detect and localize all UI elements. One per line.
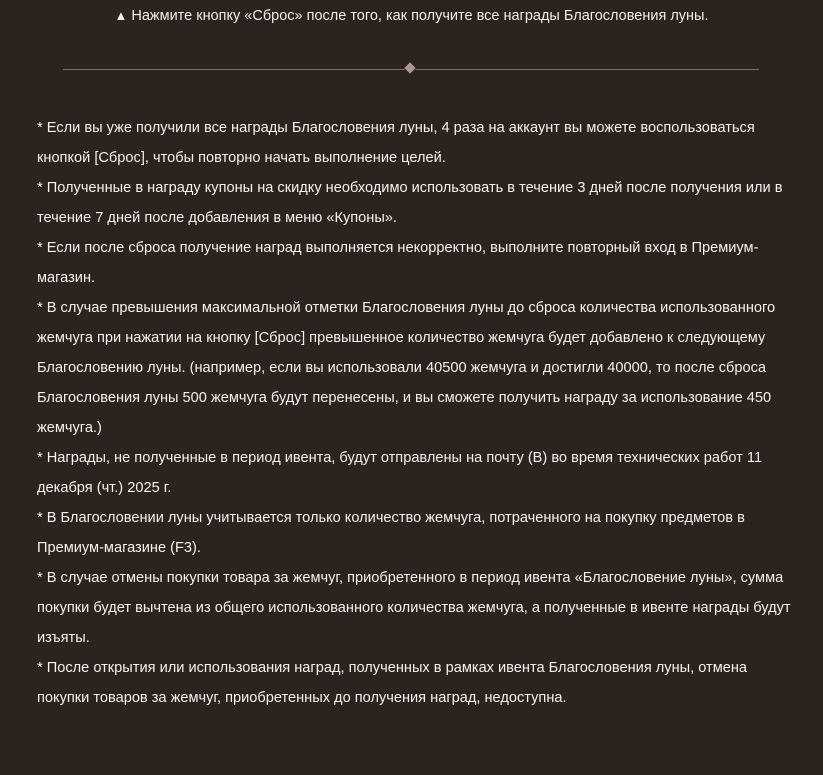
note-item: * Если после сброса получение наград выполняется некорректно, выполните повторный вход в Премиум-магазин. [37,240,759,286]
note-item: * Полученные в награду купоны на скидку необходимо использовать в течение 3 дней после получения или в течение 7 дней после добавления в меню «Купоны». [37,180,783,226]
note-item: * В Благословении луны учитывается только количество жемчуга, потраченного на покупку предметов в Премиум-магазине (F3). [37,510,745,556]
triangle-icon: ▲ [114,8,128,23]
note-item: * Если вы уже получили все награды Благословения луны, 4 раза на аккаунт вы можете воспользоваться кнопкой [Сброс], чтобы повторно начать выполнение целей. [37,120,755,166]
diamond-icon [404,62,415,73]
section-divider [63,63,759,77]
notes-list [37,113,797,713]
reset-instruction [0,7,823,25]
reset-instruction-text: Нажмите кнопку «Сброс» после того, как получите все награды Благословения луны. [131,8,709,24]
note-item: * В случае превышения максимальной отметки Благословения луны до сброса количества использованного жемчуга при нажатии на кнопку [Сброс] превышенное количество жемчуга будет добавлено к следующему Благословению луны. (например, если вы использовали 40500 жемчуга и достигли 40000, то после сброса Благословения луны 500 жемчуга будут перенесены, и вы сможете получить награду за использование 450 жемчуга.) [37,300,776,436]
note-item: * После открытия или использования наград, полученных в рамках ивента Благословения луны, отмена покупки товаров за жемчуг, приобретенных до получения наград, недоступна. [37,660,748,706]
note-item: * Награды, не полученные в период ивента, будут отправлены на почту (B) во время технических работ 11 декабря (чт.) 2025 г. [37,450,763,496]
note-item: * В случае отмены покупки товара за жемчуг, приобретенного в период ивента «Благословение луны», сумма покупки будет вычтена из общего использованного количества жемчуга, а полученные в ивенте награды будут изъяты. [37,570,791,646]
